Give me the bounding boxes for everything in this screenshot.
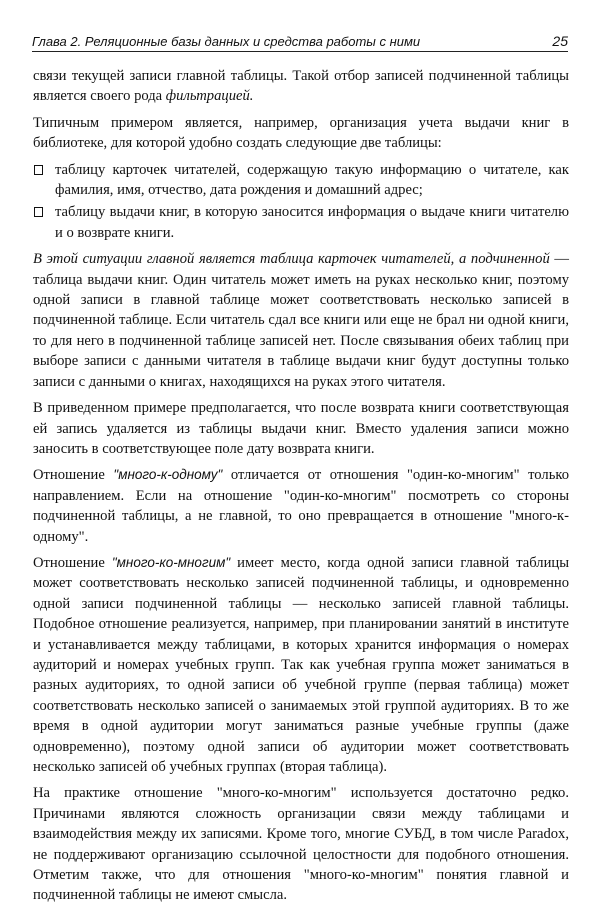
paragraph-master-detail: В этой ситуации главной является таблица карточек читателей, а подчиненной — таблица выдачи книг. Один читатель может иметь на руках несколько книг, поэтому одной записи в главной таблице может соответствовать несколько записей в подчиненной таблице. Если читатель сдал все книги или еще не брал ни одной книги, то для него в подчиненной таблице записей нет. После связывания обеих таблиц при выборе записи с данными читателя в таблице выдачи книг будут доступны только записи с данными о книгах, находящихся на руках этого читателя.	[33, 251, 569, 390]
page-number: 25	[552, 33, 568, 49]
term-many-to-many: "много-ко-многим"	[111, 554, 231, 570]
term-many-to-one: "много-к-одному"	[113, 467, 223, 483]
list-item: таблицу выдачи книг, в которую заносится информация о выдаче книги читателю и о возврате книги.	[33, 202, 569, 243]
paragraph-many-to-many: Отношение "много-ко-многим" имеет место, когда одной записи главной таблицы может соответствовать несколько записей подчиненной таблицы, и одновременно одной записи подчиненной таблицы — несколько записей главной таблицы. Подобное отношение реализуется, например, при планировании занятий в институте и устанавливается между таблицами, в которых хранится информация о номерах аудиторий и номерах учебных групп. Так как учебная группа может заниматься в разных аудиториях, то одной записи об учебной группе (первая таблица) может соответствовать несколько записей о занимаемых этой группой аудиториях. В то же время в одной аудитории могут заниматься разные учебные группы (даже одновременно), поэтому одной записи об аудитории может соответствовать несколько записей об учебных группах (вторая таблица).	[33, 554, 570, 775]
term-filtering: фильтрацией.	[165, 88, 254, 105]
checkbox-bullet-icon	[34, 165, 43, 175]
checkbox-bullet-icon	[34, 207, 43, 217]
paragraph-return-books: В приведенном примере предполагается, что после возврата книги соответствующая ей запись удаляется из таблицы выдачи книг. Вместо удаления записи можно заносить в соответствующее поле дату возврата книги.	[33, 400, 569, 457]
paragraph-filtering: связи текущей записи главной таблицы. Такой отбор записей подчиненной таблицы является своего рода фильтрацией.	[33, 68, 569, 105]
chapter-title: Глава 2. Реляционные базы данных и средства работы с ними	[32, 34, 421, 49]
page-body	[33, 66, 569, 912]
paragraph-example-intro: Типичным примером является, например, организация учета выдачи книг в библиотеке, для которой удобно создать следующие две таблицы:	[33, 114, 569, 152]
running-header	[32, 33, 568, 52]
paragraph-practice: На практике отношение "много-ко-многим" используется достаточно редко. Причинами являются сложность организации связи между таблицами и взаимодействия между их записями. Кроме того, многие СУБД, в том числе Paradox, не поддерживают организацию ссылочной целостности для подобного отношения. Отметим также, что для отношения "много-ко-многим" понятия главной и подчиненной таблицы не имеют смысла.	[33, 785, 569, 904]
paragraph-many-to-one: Отношение "много-к-одному" отличается от отношения "один-ко-многим" только направлением. Если на отношение "один-ко-многим" посмотреть со стороны подчиненной таблицы, а не главной, то оно превращается в отношение "много-к-одному".	[33, 467, 569, 545]
list-item: таблицу карточек читателей, содержащую такую информацию о читателе, как фамилия, имя, отчество, дата рождения и домашний адрес;	[33, 160, 569, 201]
